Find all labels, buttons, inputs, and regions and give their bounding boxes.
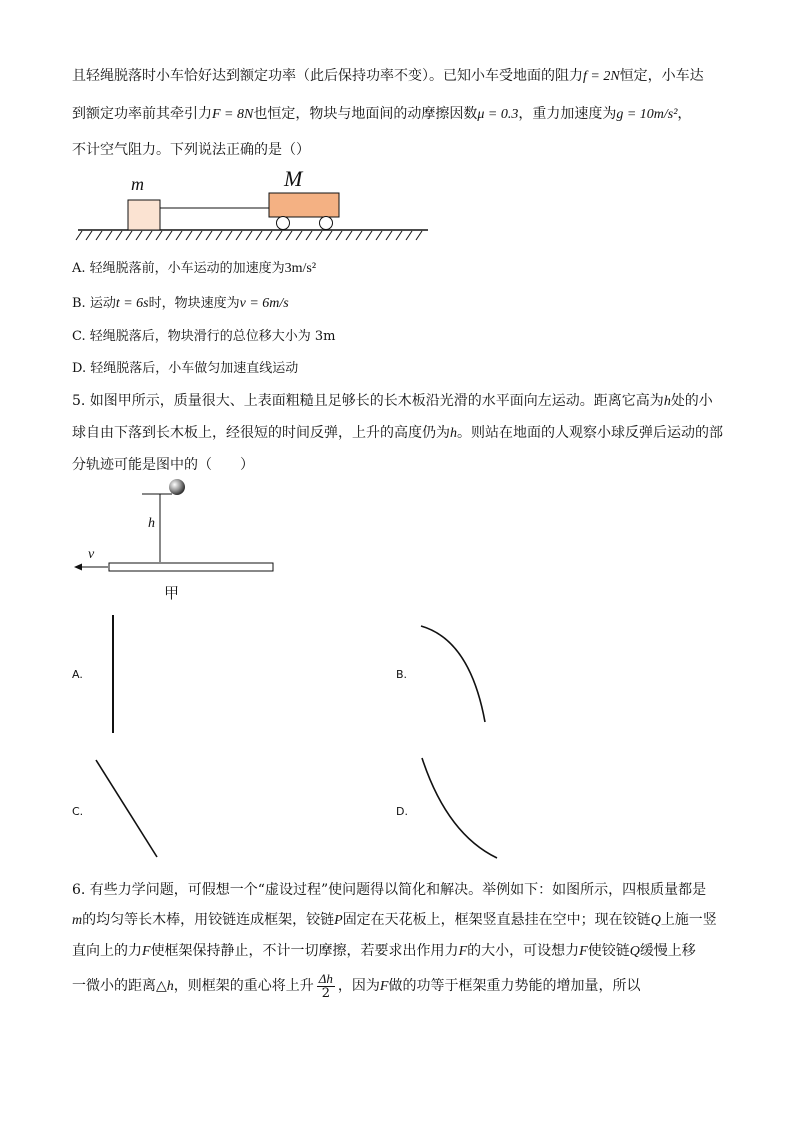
mu-formula: μ = 0.3 <box>477 107 519 122</box>
label-a: A. <box>72 668 83 681</box>
g-formula: g = 10m/s² <box>616 107 678 122</box>
q6-line-3: 直向上的力F使框架保持静止，不计一切摩擦，若要求出作用力F的大小，可设想力F使铰链Q缓慢上移 <box>72 943 696 959</box>
option-d: D. 轻绳脱落后，小车做匀加速直线运动 <box>72 361 299 376</box>
q5-line-1: 5. 如图甲所示，质量很大、上表面粗糙且足够长的长木板沿光滑的水平面向左运动。距离它高为h处的小 <box>72 393 713 409</box>
option-c: C. 轻绳脱落后，物块滑行的总位移大小为 3m <box>72 329 336 344</box>
label-h: h <box>148 516 155 531</box>
label-b: B. <box>396 668 408 681</box>
trajectory-b <box>421 626 485 722</box>
label-d: D. <box>396 805 408 818</box>
q5-line-2: 球自由下落到长木板上，经很短的时间反弹，上升的高度仍为h。则站在地面的人观察小球反弹后运动的部 <box>72 425 723 441</box>
figure-caption-jia: 甲 <box>164 584 180 602</box>
q6-line-4: 一微小的距离△h，则框架的重心将上升 $\frac{\Delta h}{2}$ ，因为F做的功等于框架重力势能的增加量，所以 <box>72 970 641 1001</box>
trajectory-d <box>422 758 497 858</box>
fraction-delta-h-over-2: $\frac{\Delta h}{2}$ <box>318 970 333 1001</box>
label-v: v <box>88 547 95 562</box>
q4-line-1: 且轻绳脱落时小车恰好达到额定功率（此后保持功率不变）。已知小车受地面的阻力f = 2N恒定，小车达 <box>72 68 704 84</box>
label-c: C. <box>72 805 84 818</box>
option-a: A. 轻绳脱落前，小车运动的加速度为3m/s² <box>72 261 317 276</box>
q6-line-1: 6. 有些力学问题，可假想一个“虚设过程”使问题得以简化和解决。举例如下：如图所示，四根质量都是 <box>72 882 707 898</box>
q4-line-2: 到额定功率前其牵引力F = 8N也恒定，物块与地面间的动摩擦因数μ = 0.3，重力加速度为g = 10m/s²， <box>72 106 692 122</box>
trajectory-c <box>96 760 157 857</box>
option-b: B. 运动t = 6s时，物块速度为v = 6m/s <box>72 296 289 311</box>
label-M: M <box>284 166 303 191</box>
q4-line-3: 不计空气阻力。下列说法正确的是（） <box>72 142 310 158</box>
label-m: m <box>131 174 144 194</box>
q6-line-2: m的均匀等长木棒，用铰链连成框架，铰链P固定在天花板上，框架竖直悬挂在空中；现在铰链Q上施一竖 <box>72 912 717 928</box>
q5-line-3: 分轨迹可能是图中的（ ） <box>72 457 254 473</box>
friction-formula: f = 2N <box>583 69 620 84</box>
force-formula: F = 8N <box>212 107 254 122</box>
